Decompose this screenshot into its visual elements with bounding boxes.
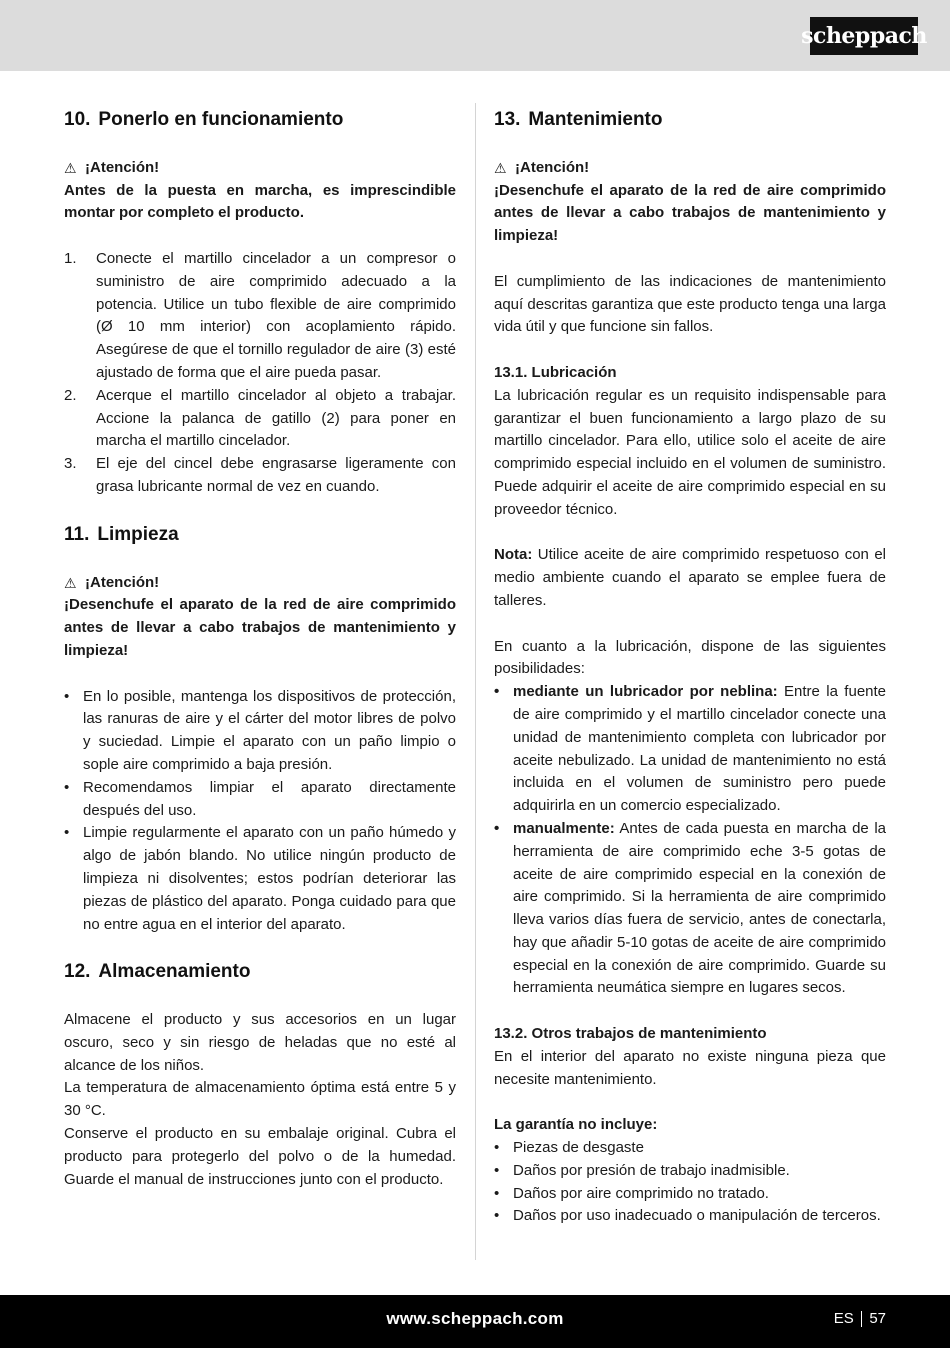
warning-10: ⚠ ¡Atención! bbox=[64, 157, 456, 180]
warning-triangle-icon: ⚠ bbox=[494, 159, 507, 176]
list-item: • Daños por presión de trabajo inadmisible. bbox=[494, 1161, 790, 1179]
list-item: • Daños por aire comprimido no tratado. bbox=[494, 1184, 769, 1202]
other-maintenance-text: En el interior del aparato no existe ninguna pieza que necesite mantenimiento. bbox=[494, 1047, 886, 1088]
list-item: • En lo posible, mantenga los dispositivos de protección, las ranuras de aire y el cárter del motor libres de polvo y suciedad. Limpie el aparato con un paño limpio o sople aire comprimido a baja presión. bbox=[64, 687, 456, 773]
other-maintenance-heading: 13.2. Otros trabajos de mantenimiento bbox=[494, 1025, 767, 1043]
section-10-heading: 10. Ponerlo en funcionamiento bbox=[64, 109, 344, 130]
list-item: • Daños por uso inadecuado o manipulación de terceros. bbox=[494, 1207, 881, 1225]
list-item: 3. El eje del cincel debe engrasarse ligeramente con grasa lubricante normal de vez en cuando. bbox=[64, 455, 456, 495]
column-divider bbox=[475, 103, 476, 1260]
storage-text-2: La temperatura de almacenamiento óptima está entre 5 y 30 °C. bbox=[64, 1079, 456, 1120]
list-item: • Piezas de desgaste bbox=[494, 1139, 644, 1157]
maintenance-intro: El cumplimiento de las indicaciones de mantenimiento aquí descritas garantiza que este producto tenga una larga vida útil y que funcione sin fallos. bbox=[494, 272, 886, 336]
logo-text: scheppach bbox=[801, 22, 927, 49]
operation-steps bbox=[64, 248, 456, 499]
warning-11: ⚠ ¡Atención! bbox=[64, 572, 456, 595]
page-number bbox=[834, 1308, 886, 1331]
warning-11-text: ¡Desenchufe el aparato de la red de aire comprimido antes de llevar a cabo trabajos de mantenimiento y limpieza! bbox=[64, 596, 456, 659]
section-11-heading: 11. Limpieza bbox=[64, 523, 179, 545]
lubrication-heading: 13.1. Lubricación bbox=[494, 363, 617, 381]
header-bar bbox=[0, 0, 950, 71]
warning-13: ⚠ ¡Atención! bbox=[494, 157, 886, 180]
footer-url: www.scheppach.com bbox=[386, 1309, 564, 1328]
list-item: • Limpie regularmente el aparato con un paño húmedo y algo de jabón blando. No utilice ningún producto de limpieza ni disolventes; estos podrían deteriorar las piezas de plástico del aparato. Ponga cuidado para que no entre agua en el interior del aparato. bbox=[64, 824, 456, 933]
section-12-heading: 12. Almacenamiento bbox=[64, 961, 251, 983]
list-item: 1. Conecte el martillo cincelador a un compresor o suministro de aire comprimido adecuado a la potencia. Utilice un tubo flexible de aire comprimido (Ø 10 mm interior) con acoplamiento rápido. Asegúrese de que el tornillo regulador de aire (3) esté ajustado de forma que el aire pueda pasar. bbox=[64, 249, 456, 381]
brand-logo bbox=[801, 17, 927, 55]
list-item: • Recomendamos limpiar el aparato directamente después del uso. bbox=[64, 778, 456, 819]
warning-triangle-icon: ⚠ bbox=[64, 159, 77, 176]
options-intro: En cuanto a la lubricación, dispone de las siguientes posibilidades: bbox=[494, 637, 886, 678]
list-item: 2. Acerque el martillo cincelador al objeto a trabajar. Accione la palanca de gatillo (2) para poner en marcha el martillo cincelador. bbox=[64, 386, 456, 450]
note-text: Nota: Utilice aceite de aire comprimido respetuoso con el medio ambiente cuando el aparato se emplee fuera de talleres. bbox=[494, 546, 886, 609]
warning-triangle-icon: ⚠ bbox=[64, 574, 77, 591]
language-code: ES bbox=[833, 1310, 854, 1327]
list-item: • manualmente: Antes de cada puesta en marcha de la herramienta de aire comprimido eche 3-5 gotas de aceite de aire comprimido especial en la conexión de aire comprimido. Si la herramienta de aire comprimido lleva varios días fuera de servicio, antes de conectarla, hay que añadir 5-10 gotas de aceite de aire comprimido especial en la conexión de aire comprimido. Guarde su herramienta neumática siempre en lugares secos. bbox=[494, 819, 886, 997]
lubrication-text: La lubricación regular es un requisito indispensable para garantizar el buen funcionamiento a largo plazo de su martillo cincelador. Para ello, utilice solo el aceite de aire comprimido especial incluido en el volumen de suministro. Puede adquirir el aceite de aire comprimido especial en su proveedor técnico. bbox=[494, 386, 886, 518]
cleaning-list bbox=[64, 686, 456, 937]
warning-13-text: ¡Desenchufe el aparato de la red de aire comprimido antes de llevar a cabo trabajos de mantenimiento y limpieza! bbox=[494, 181, 886, 245]
list-item: • mediante un lubricador por neblina: Entre la fuente de aire comprimido y el martillo cincelador conecte una unidad de mantenimiento completa con lubricador por aceite nebulizado. La unidad de mantenimiento no está incluida en el volumen de suministro pero puede adquirirla en un comercio especializado. bbox=[494, 683, 887, 815]
warranty-heading: La garantía no incluye: bbox=[494, 1116, 658, 1134]
storage-text-3: Conserve el producto en su embalaje original. Cubra el producto para protegerlo del polvo o de la humedad. Guarde el manual de instrucciones junto con el producto. bbox=[64, 1125, 456, 1188]
footer-bar bbox=[0, 1295, 950, 1348]
warranty-list bbox=[494, 1137, 886, 1228]
right-column bbox=[494, 106, 886, 1228]
lubrication-options bbox=[494, 681, 886, 1000]
storage-text-1: Almacene el producto y sus accesorios en un lugar oscuro, seco y sin riesgo de heladas que no esté al alcance de los niños. bbox=[64, 1011, 456, 1074]
left-column bbox=[64, 106, 456, 1191]
page-num: 57 bbox=[869, 1310, 886, 1327]
separator bbox=[861, 1311, 863, 1327]
warning-10-text: Antes de la puesta en marcha, es imprescindible montar por completo el producto. bbox=[64, 181, 456, 222]
section-13-heading: 13. Mantenimiento bbox=[494, 109, 663, 130]
